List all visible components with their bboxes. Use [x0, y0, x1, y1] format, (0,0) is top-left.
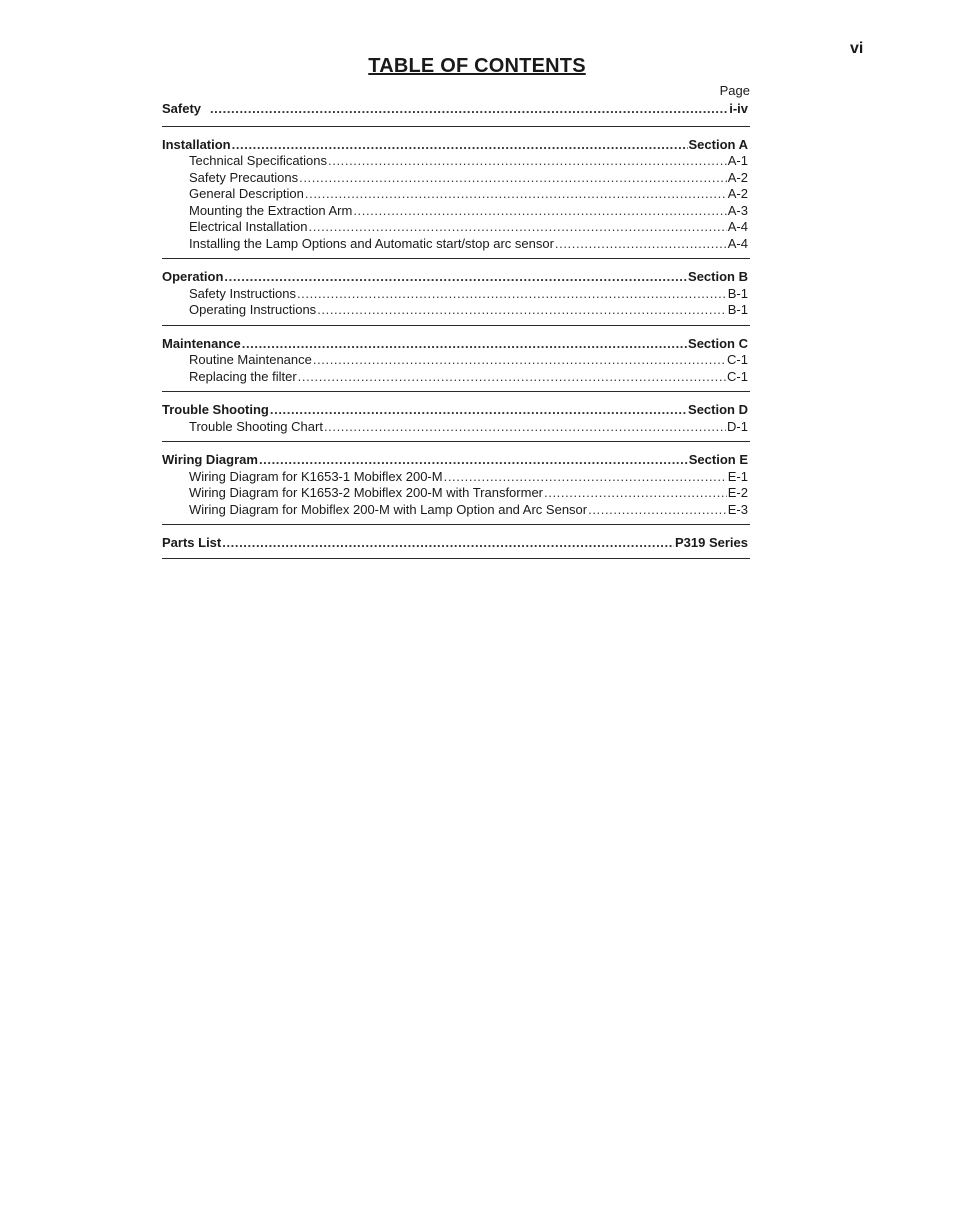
- toc-section-safety: [162, 101, 750, 126]
- toc-section-wiring-diagram: [162, 452, 750, 524]
- section-divider: [162, 524, 750, 525]
- section-divider: [162, 126, 750, 127]
- section-divider: [162, 441, 750, 442]
- page-title: TABLE OF CONTENTS: [368, 55, 586, 77]
- toc-subentry[interactable]: [162, 153, 748, 170]
- toc-subentry[interactable]: [162, 419, 748, 436]
- toc-section-trouble-shooting: [162, 402, 750, 441]
- toc-entry-page: P319 Series: [674, 535, 748, 550]
- toc-subentry[interactable]: [162, 170, 748, 187]
- toc-entry-page: Section C: [688, 335, 748, 351]
- dot-leader: [324, 419, 726, 436]
- section-divider: [162, 325, 750, 326]
- toc-subentry-page: A-1: [727, 153, 748, 168]
- toc-entry-label: Parts List: [162, 535, 222, 550]
- dot-leader: [298, 369, 726, 386]
- toc-subentry-page: B-1: [727, 285, 748, 301]
- toc-subentry-label: Replacing the filter: [189, 368, 297, 384]
- toc-entry-page: Section D: [688, 402, 748, 417]
- dot-leader: [313, 352, 726, 369]
- toc-subentry-page: C-1: [727, 368, 748, 384]
- toc-entry-label: Safety: [162, 101, 202, 116]
- toc-subentry-page: C-1: [727, 352, 748, 367]
- toc-subentry-page: A-4: [727, 235, 748, 251]
- toc-subentry[interactable]: [162, 219, 748, 236]
- toc-subentry-page: E-3: [727, 501, 748, 517]
- dot-leader: [305, 186, 727, 203]
- toc-subentry-page: A-4: [727, 219, 748, 234]
- dot-leader: [299, 170, 727, 187]
- dot-leader: [588, 502, 727, 519]
- toc-subentry[interactable]: [162, 286, 748, 303]
- dot-leader: [353, 203, 726, 220]
- toc-subentry[interactable]: [162, 485, 748, 502]
- dot-leader: [544, 485, 727, 502]
- toc-entry[interactable]: [162, 535, 748, 552]
- toc-section-installation: [162, 137, 750, 259]
- toc-subentry-label: General Description: [189, 186, 304, 201]
- toc-subentry-label: Operating Instructions: [189, 302, 317, 317]
- toc-subentry-label: Safety Instructions: [189, 285, 296, 301]
- dot-leader: [224, 269, 687, 286]
- toc-entry-page: Section E: [688, 452, 748, 467]
- section-divider: [162, 558, 750, 559]
- toc-subentry[interactable]: [162, 203, 748, 220]
- dot-leader: [297, 286, 727, 303]
- dot-leader: [317, 302, 727, 319]
- toc-entry[interactable]: [162, 269, 748, 286]
- toc-subentry[interactable]: [162, 236, 748, 253]
- toc-entry-page: Section A: [688, 136, 748, 152]
- toc-subentry-page: A-3: [727, 202, 748, 218]
- toc-subentry-label: Installing the Lamp Options and Automatic start/stop arc sensor: [189, 235, 554, 251]
- section-divider: [162, 258, 750, 259]
- toc-subentry[interactable]: [162, 186, 748, 203]
- dot-leader: [222, 535, 674, 552]
- toc-subentry-label: Technical Specifications: [189, 153, 328, 168]
- toc-entry-label: Operation: [162, 269, 224, 284]
- toc-entry-label: Wiring Diagram: [162, 452, 258, 467]
- toc-subentry-label: Wiring Diagram for Mobiflex 200-M with Lamp Option and Arc Sensor: [189, 501, 588, 517]
- toc-subentry[interactable]: [162, 352, 748, 369]
- toc-entry-page: i-iv: [729, 101, 748, 116]
- toc-subentry-label: Trouble Shooting Chart: [189, 418, 323, 434]
- toc-entry[interactable]: [162, 402, 748, 419]
- toc-subentry-page: A-2: [727, 169, 748, 185]
- toc-entry[interactable]: [162, 101, 748, 118]
- dot-leader: [328, 153, 727, 170]
- toc-entry[interactable]: [162, 452, 748, 469]
- toc-subentry-label: Wiring Diagram for K1653-1 Mobiflex 200-M: [189, 468, 443, 484]
- toc-section-parts-list: [162, 535, 750, 558]
- page-number: vi: [850, 40, 864, 57]
- toc-subentry-page: B-1: [727, 302, 748, 317]
- toc-subentry-label: Wiring Diagram for K1653-2 Mobiflex 200-M with Transformer: [189, 485, 544, 500]
- table-of-contents: [162, 83, 750, 559]
- toc-subentry-label: Mounting the Extraction Arm: [189, 202, 353, 218]
- toc-subentry[interactable]: [162, 302, 748, 319]
- toc-subentry-label: Electrical Installation: [189, 219, 308, 234]
- dot-leader: [270, 402, 687, 419]
- toc-subentry-page: E-2: [727, 485, 748, 500]
- toc-entry[interactable]: [162, 137, 748, 154]
- toc-entry-label: Installation: [162, 136, 231, 152]
- toc-subentry[interactable]: [162, 502, 748, 519]
- section-divider: [162, 391, 750, 392]
- toc-section-maintenance: [162, 336, 750, 392]
- toc-subentry[interactable]: [162, 369, 748, 386]
- toc-entry-label: Trouble Shooting: [162, 402, 269, 417]
- toc-subentry-page: A-2: [727, 186, 748, 201]
- dot-leader: [232, 137, 688, 154]
- page-column-header: Page: [719, 83, 750, 98]
- toc-entry-label: Maintenance: [162, 335, 241, 351]
- toc-section-operation: [162, 269, 750, 325]
- dot-leader: [555, 236, 727, 253]
- toc-subentry-page: D-1: [727, 418, 748, 434]
- toc-entry-page: Section B: [688, 269, 748, 284]
- dot-leader: [259, 452, 688, 469]
- dot-leader: [444, 469, 727, 486]
- toc-subentry-label: Safety Precautions: [189, 169, 299, 185]
- dot-leader: [210, 101, 728, 118]
- dot-leader: [242, 336, 687, 353]
- toc-entry[interactable]: [162, 336, 748, 353]
- toc-subentry-page: E-1: [727, 468, 748, 484]
- dot-leader: [309, 219, 727, 236]
- toc-subentry[interactable]: [162, 469, 748, 486]
- toc-subentry-label: Routine Maintenance: [189, 352, 312, 367]
